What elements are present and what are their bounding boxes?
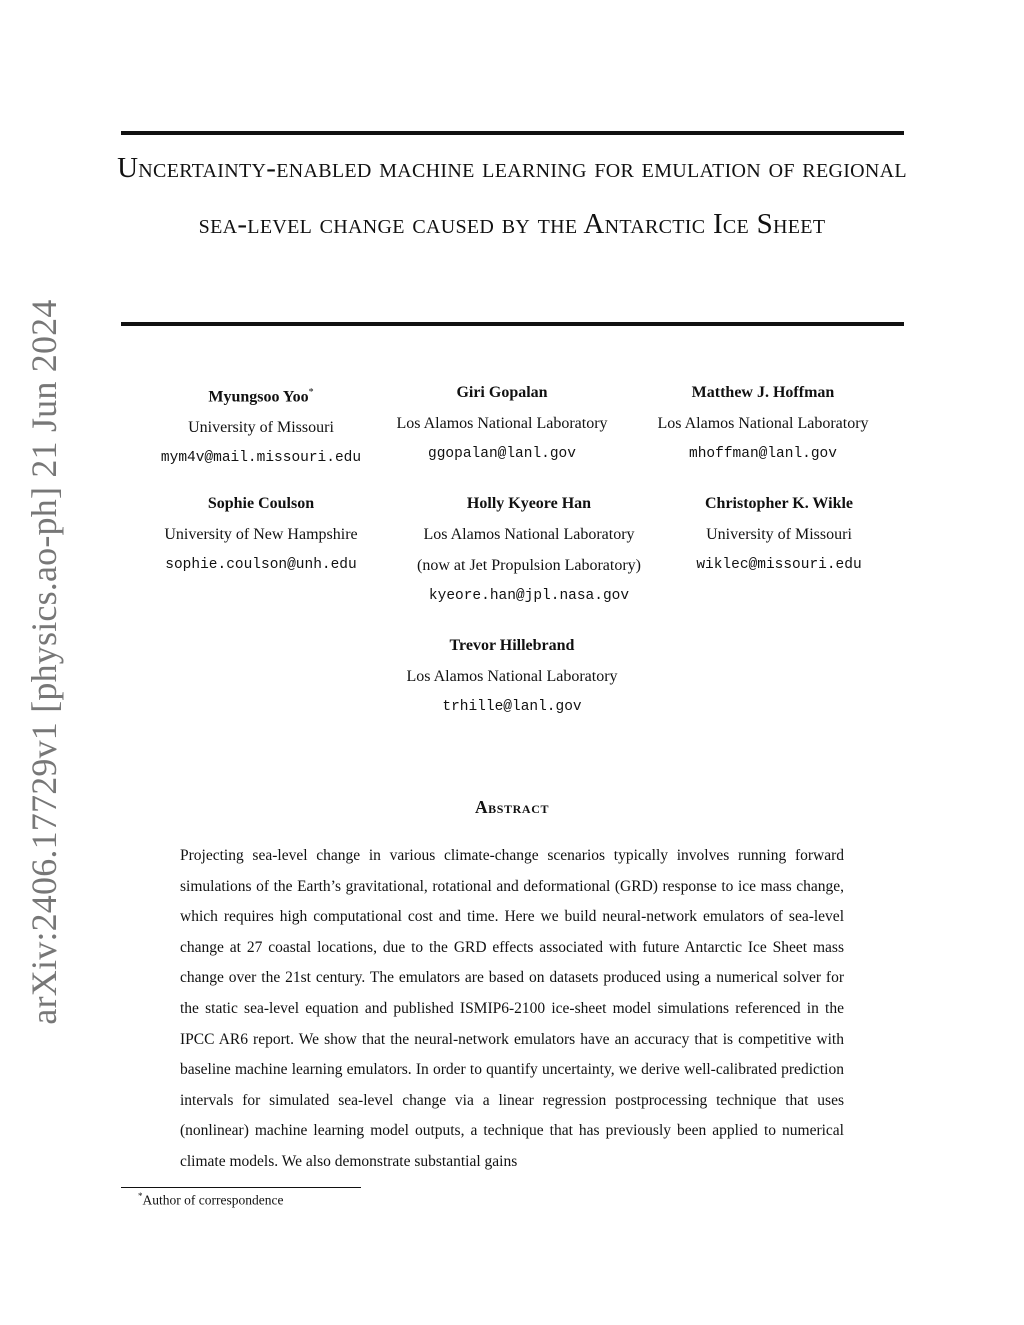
author-name: Matthew J. Hoffman xyxy=(691,384,835,401)
author-name: Giri Gopalan xyxy=(456,384,548,401)
author-name: Christopher K. Wikle xyxy=(704,495,854,512)
author-name: Myungsoo Yoo* xyxy=(208,387,314,406)
paper-title: Uncertainty-enabled machine learning for emulation of regional sea-level change caused by the Antarctic Ice Sheet xyxy=(117,152,907,240)
author-affiliation: Los Alamos National Laboratory xyxy=(406,668,618,685)
author-email[interactable]: sophie.coulson@unh.edu xyxy=(165,557,357,573)
title-top-rule xyxy=(121,131,904,135)
title-bottom-rule xyxy=(121,322,904,326)
abstract-heading: Abstract xyxy=(474,797,550,817)
author-email[interactable]: trhille@lanl.gov xyxy=(442,699,582,715)
arxiv-identifier-stamp: arXiv:2406.17729v1 [physics.ao-ph] 21 Jun 2024 xyxy=(24,299,64,1025)
footnote-rule xyxy=(121,1187,361,1188)
author-email[interactable]: kyeore.han@jpl.nasa.gov xyxy=(428,588,630,604)
author-email[interactable]: mhoffman@lanl.gov xyxy=(689,446,837,462)
author-block-wikle xyxy=(614,488,944,581)
author-note: (now at Jet Propulsion Laboratory) xyxy=(417,557,641,574)
author-affiliation: University of Missouri xyxy=(188,419,334,437)
author-name: Trevor Hillebrand xyxy=(449,637,575,654)
footnote-text: Author of correspondence xyxy=(142,1192,284,1208)
author-email[interactable]: wiklec@missouri.edu xyxy=(696,557,862,573)
author-affiliation: University of Missouri xyxy=(706,526,852,543)
author-affiliation: University of New Hampshire xyxy=(164,526,358,543)
author-block-hillebrand xyxy=(347,630,677,723)
author-affiliation: Los Alamos National Laboratory xyxy=(396,415,608,432)
author-name: Holly Kyeore Han xyxy=(466,495,592,512)
author-name: Sophie Coulson xyxy=(207,495,315,512)
author-affiliation: Los Alamos National Laboratory xyxy=(423,526,635,543)
author-block-hoffman xyxy=(598,377,928,470)
abstract-body: Projecting sea-level change in various climate-change scenarios typically involves running forward simulations of the Earth’s gravitational, rotational and deformational (GRD) response to ice mass change, which requires high computational cost and time. Here we build neural-network emulators of sea-level change at 27 coastal locations, due to the GRD effects associated with future Antarctic Ice Sheet mass change over the 21st century. The emulators are based on datasets produced using a numerical solver for the static sea-level equation and published ISMIP6-2100 ice-sheet model simulations referenced in the IPCC AR6 report. We show that the neural-network emulators have an accuracy that is competitive with baseline machine learning emulators. In order to quantify uncertainty, we derive well-calibrated prediction intervals for simulated sea-level change via a linear regression postprocessing technique that uses (nonlinear) machine learning model outputs, a technique that has previously been applied to numerical climate models. We also demonstrate substantial gains xyxy=(180,847,844,1170)
author-email[interactable]: mym4v@mail.missouri.edu xyxy=(160,450,362,467)
footnote xyxy=(138,1191,283,1209)
author-affiliation: Los Alamos National Laboratory xyxy=(657,415,869,432)
footnote-marker: * xyxy=(138,1191,143,1201)
author-email[interactable]: ggopalan@lanl.gov xyxy=(428,446,576,462)
